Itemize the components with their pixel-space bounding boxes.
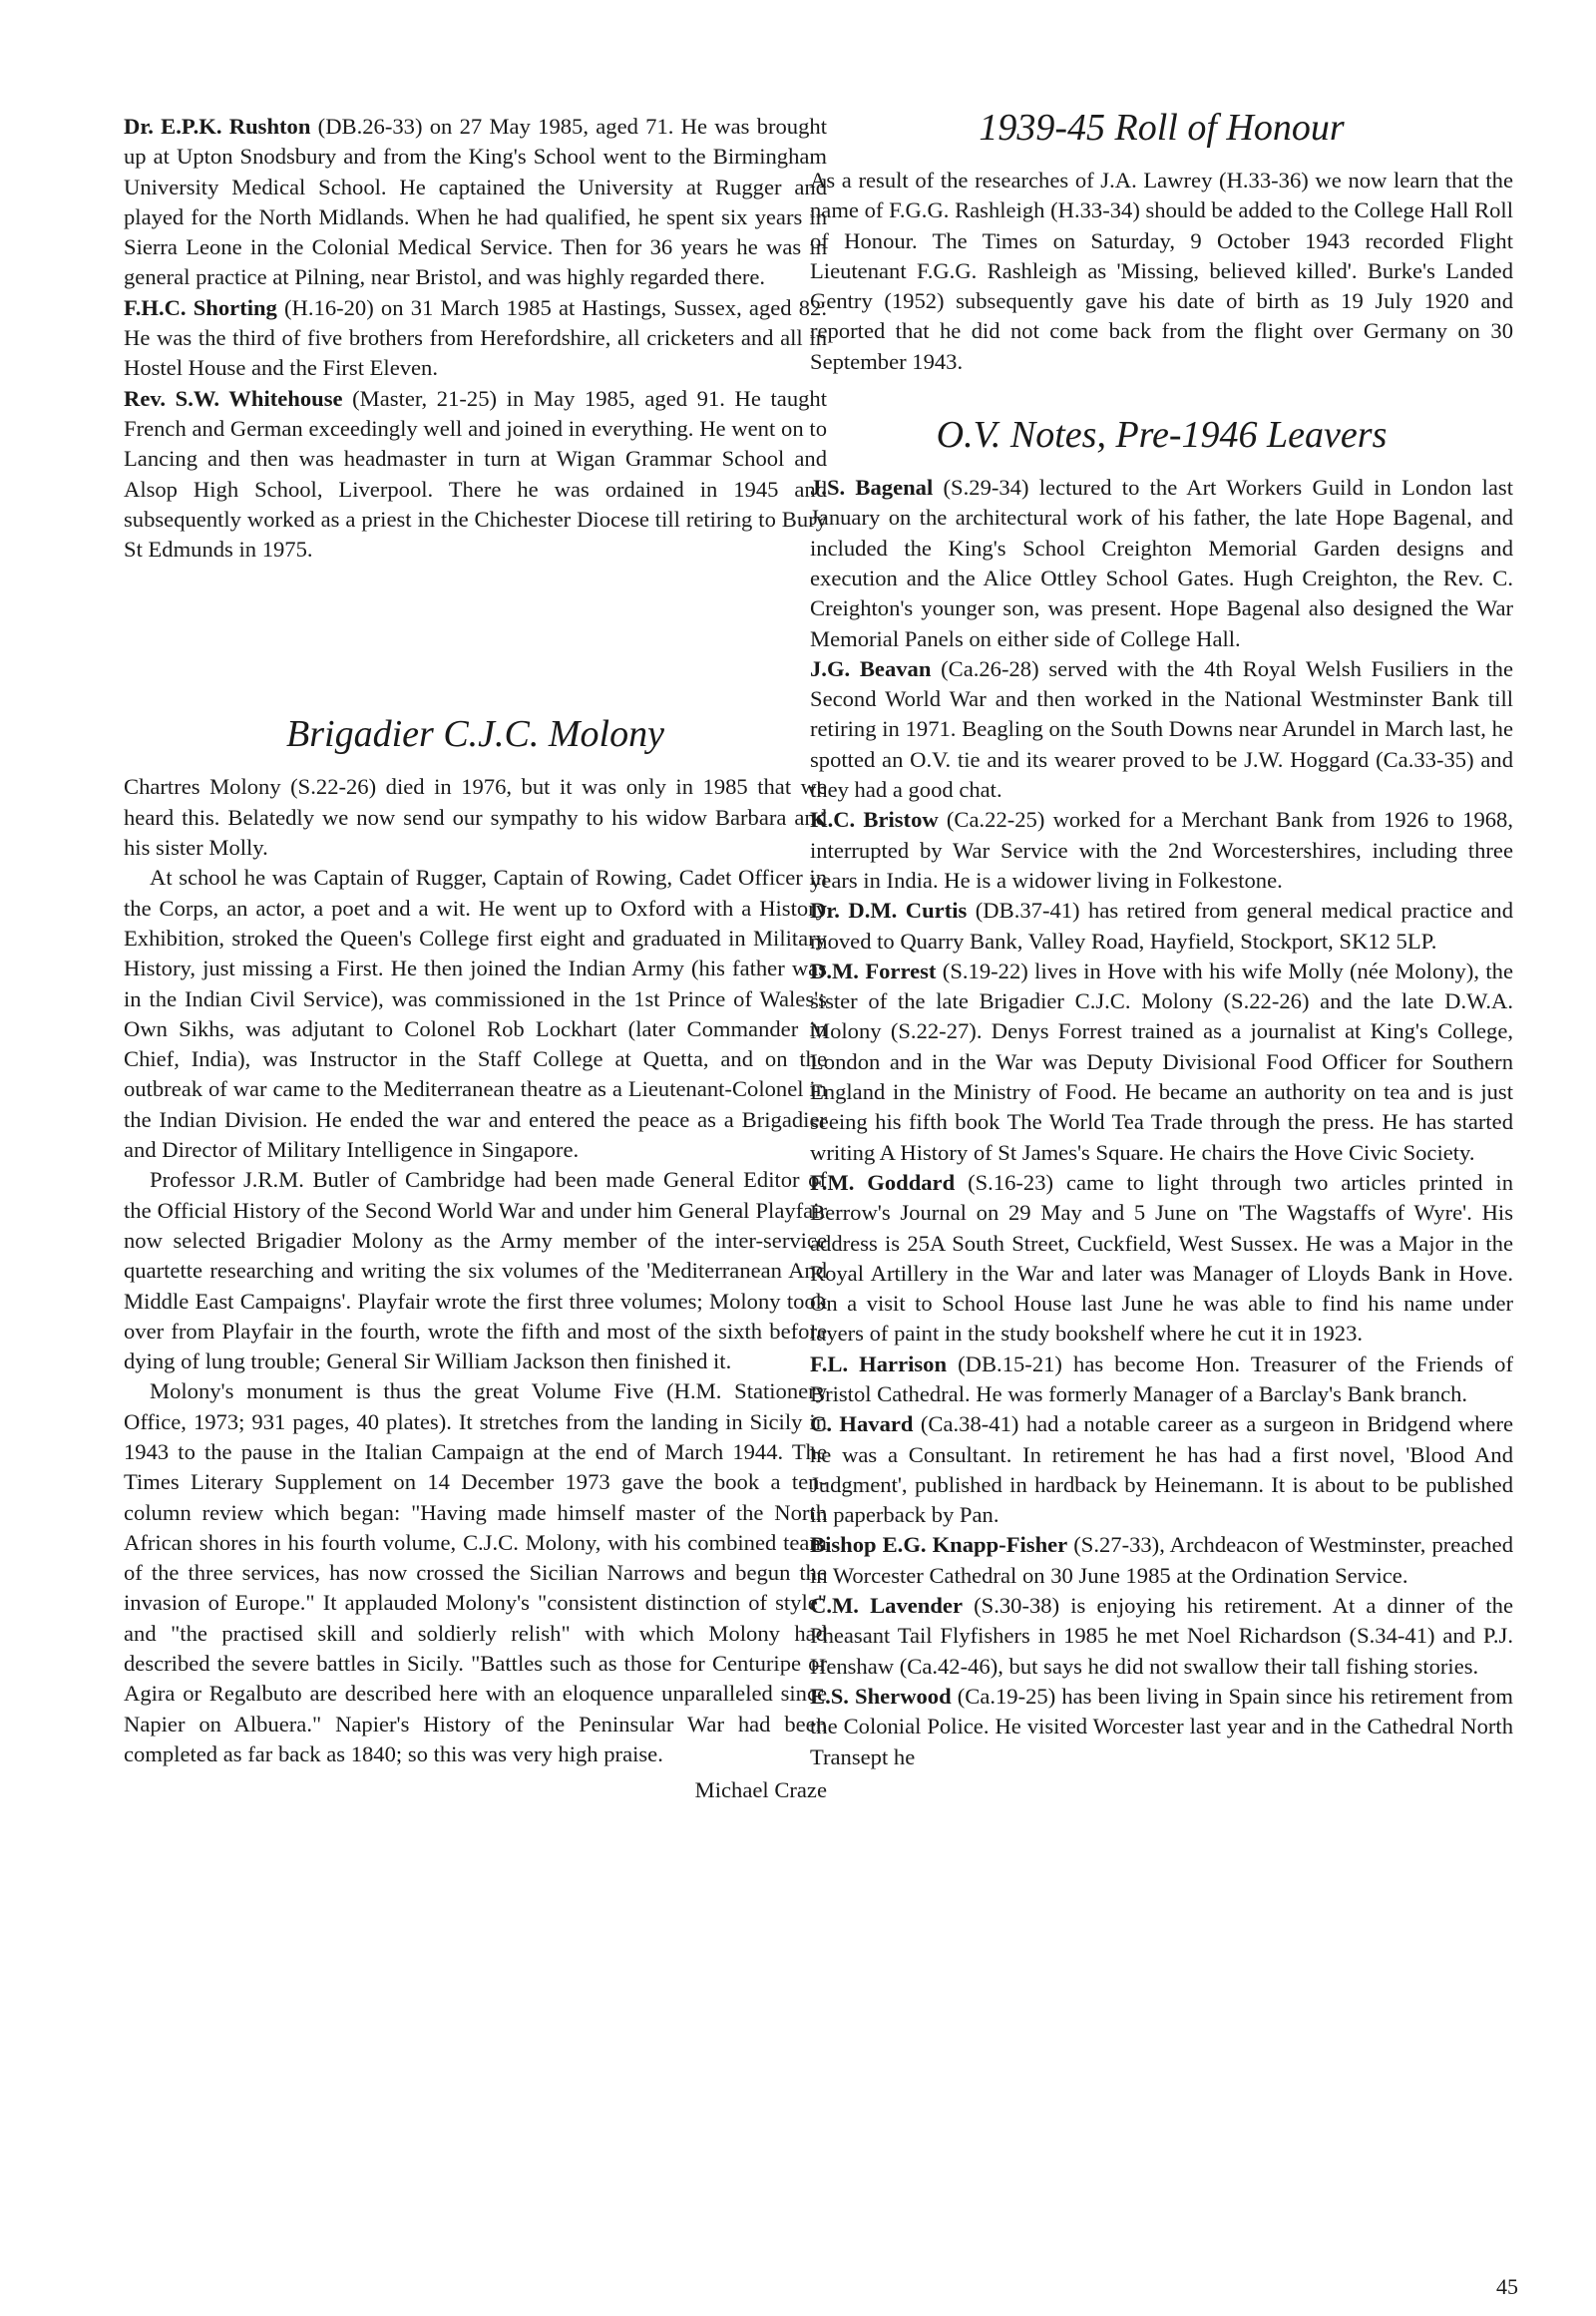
page-number: 45: [1496, 2274, 1518, 2299]
left-column: [124, 112, 827, 1806]
ov-note-text: (S.27-33), Archdeacon of Westminster, preached in Worcester Cathedral on 30 June 1985 at the Ordination Service.: [810, 1532, 1513, 1588]
obituary-name: F.H.C. Shorting: [124, 294, 277, 320]
ov-note-entry: [810, 1530, 1513, 1591]
ov-note-text: (DB.15-21) has become Hon. Treasurer of the Friends of Bristol Cathedral. He was formerly Manager of a Barclay's Bank branch.: [810, 1351, 1513, 1406]
ov-note-name: F.L. Harrison: [810, 1351, 948, 1376]
obituary-name: Rev. S.W. Whitehouse: [124, 385, 343, 411]
ov-note-name: J.S. Bagenal: [810, 475, 934, 501]
molony-paragraph: Professor J.R.M. Butler of Cambridge had been made General Editor of the Official History of the Second World War and under him General Playfair now selected Brigadier Molony as the Army member of the inter-service quartette researching and writing the six volumes of the 'Mediterranean And Middle East Campaigns'. Playfair wrote the first three volumes; Molony took over from Playfair in the fourth, wrote the fifth and most of the sixth before dying of lung trouble; General Sir William Jackson then finished it.: [124, 1167, 827, 1374]
obituary-entry: [124, 112, 827, 293]
obituary-text: (H.16-20) on 31 March 1985 at Hastings, Sussex, aged 82. He was the third of five brothers from Herefordshire, all cricketers and all in Hostel House and the First Eleven.: [124, 294, 827, 381]
molony-paragraph: At school he was Captain of Rugger, Captain of Rowing, Cadet Officer in the Corps, an actor, a poet and a wit. He went up to Oxford with a History Exhibition, stroked the Queen's College first eight and graduated in Military History, just missing a First. He then joined the Indian Army (his father was in the Indian Civil Service), was commissioned in the 1st Prince of Wales's Own Sikhs, was adjutant to Colonel Rob Lockhart (later Commander in Chief, India), was Instructor in the Staff College at Quetta, and on the outbreak of war came to the Mediterranean theatre as a Lieutenant-Colonel in the Indian Division. He ended the war and entered the peace as a Brigadier and Director of Military Intelligence in Singapore.: [124, 865, 827, 1163]
molony-heading: Brigadier C.J.C. Molony: [286, 713, 664, 756]
molony-paragraph: Chartres Molony (S.22-26) died in 1976, but it was only in 1985 that we heard this. Belatedly we now send our sympathy to his widow Barbara and his sister Molly.: [124, 774, 827, 861]
ov-note-name: F.M. Goddard: [810, 1169, 956, 1195]
ov-note-entry: [810, 1168, 1513, 1350]
ov-notes-heading: O.V. Notes, Pre-1946 Leavers: [936, 414, 1388, 457]
ov-note-entry: [810, 1682, 1513, 1772]
ov-note-text: (S.19-22) lives in Hove with his wife Molly (née Molony), the sister of the late Brigadier C.J.C. Molony (S.22-26) and the late D.W.A. Molony (S.22-27). Denys Forrest trained as a journalist at King's College, London and in the War was Deputy Divisional Food Officer for Southern England in the Ministry of Food. He became an authority on tea and is just seeing his fifth book The World Tea Trade through the press. He has started writing A History of St James's Square. He chairs the Hove Civic Society.: [810, 958, 1513, 1165]
ov-note-text: (Ca.26-28) served with the 4th Royal Welsh Fusiliers in the Second World War and then worked in the National Westminster Bank till retiring in 1971. Beagling on the South Downs near Arundel in March last, he spotted an O.V. tie and its wearer proved to be J.W. Hoggard (Ca.33-35) and they had a good chat.: [810, 655, 1513, 803]
ov-note-text: (DB.37-41) has retired from general medical practice and moved to Quarry Bank, Valley Road, Hayfield, Stockport, SK12 5LP.: [810, 898, 1513, 954]
ov-note-name: K.C. Bristow: [810, 807, 939, 833]
article-signature: Michael Craze: [694, 1777, 827, 1803]
ov-note-entry: [810, 1350, 1513, 1410]
obituary-entry: [124, 293, 827, 384]
ov-note-entry: [810, 1409, 1513, 1530]
obituary-text: (DB.26-33) on 27 May 1985, aged 71. He was brought up at Upton Snodsbury and from the King's School went to the Birmingham University Medical School. He captained the University at Rugger and played for the North Midlands. When he had qualified, he spent six years in Sierra Leone in the Colonial Medical Service. Then for 36 years he was in general practice at Pilning, near Bristol, and was highly regarded there.: [124, 114, 827, 290]
ov-note-text: (S.16-23) came to light through two articles printed in Berrow's Journal on 29 May and 5 June on 'The Wagstaffs of Wyre'. His address is 25A South Street, Cuckfield, West Sussex. He was a Major in the Royal Artillery in the War and later was Manager of Lloyds Bank in Hove. On a visit to School House last June he was able to find his name under layers of paint in the study bookshelf where he cut it in 1923.: [810, 1169, 1513, 1347]
roll-of-honour-heading: 1939-45 Roll of Honour: [979, 107, 1345, 149]
ov-note-text: (S.30-38) is enjoying his retirement. At a dinner of the Pheasant Tail Flyfishers in 1985 he met Noel Richardson (S.34-41) and P.J. Henshaw (Ca.42-46), but says he did not swallow their tall fishing stories.: [810, 1593, 1514, 1679]
ov-note-text: (Ca.22-25) worked for a Merchant Bank from 1926 to 1968, interrupted by War Service with the 2nd Worcestershires, including three years in India. He is a widower living in Folkestone.: [810, 807, 1513, 893]
ov-note-text: (S.29-34) lectured to the Art Workers Guild in London last January on the architectural work of his father, the late Hope Bagenal, and included the King's School Creighton Memorial Garden designs and execution and the Alice Ottley School Gates. Hugh Creighton, the Rev. C. Creighton's younger son, was present. Hope Bagenal also designed the War Memorial Panels on either side of College Hall.: [810, 475, 1514, 651]
obituary-name: Dr. E.P.K. Rushton: [124, 114, 311, 139]
ov-note-entry: [810, 473, 1513, 654]
ov-note-name: C.M. Lavender: [810, 1593, 963, 1619]
ov-note-name: C. Havard: [810, 1411, 914, 1437]
obituary-text: (Master, 21-25) in May 1985, aged 91. He taught French and German exceedingly well and joined in everything. He went on to Lancing and then was headmaster in turn at Wigan Grammar School and Alsop High School, Liverpool. There he was ordained in 1945 and subsequently worked as a priest in the Chichester Diocese till retiring to Bury St Edmunds in 1975.: [124, 385, 827, 563]
ov-note-entry: [810, 654, 1513, 805]
ov-note-text: (Ca.19-25) has been living in Spain since his retirement from the Colonial Police. He visited Worcester last year and in the Cathedral North Transept he: [810, 1683, 1513, 1769]
ov-note-entry: [810, 896, 1513, 957]
ov-note-entry: [810, 805, 1513, 896]
ov-note-entry: [810, 957, 1513, 1168]
ov-note-name: Bishop E.G. Knapp-Fisher: [810, 1532, 1068, 1558]
ov-note-text: (Ca.38-41) had a notable career as a surgeon in Bridgend where he was a Consultant. In retirement he has had a first novel, 'Blood And Judgment', published in hardback by Heinemann. It is about to be published in paperback by Pan.: [810, 1411, 1513, 1528]
ov-note-name: D.M. Forrest: [810, 958, 937, 983]
ov-note-name: Dr. D.M. Curtis: [810, 898, 968, 924]
ov-note-entry: [810, 1591, 1513, 1682]
obituary-entry: [124, 384, 827, 566]
roll-of-honour-text: As a result of the researches of J.A. Lawrey (H.33-36) we now learn that the name of F.G.G. Rashleigh (H.33-34) should be added to the College Hall Roll of Honour. The Times on Saturday, 9 October 1943 recorded Flight Lieutenant F.G.G. Rashleigh as 'Missing, believed killed'. Burke's Landed Gentry (1952) subsequently gave his date of birth as 19 July 1920 and reported that he did not come back from the flight over Germany on 30 September 1943.: [810, 168, 1513, 374]
ov-note-name: J.G. Beavan: [810, 655, 932, 681]
right-column: [810, 107, 1514, 1772]
molony-paragraph: Molony's monument is thus the great Volume Five (H.M. Stationery Office, 1973; 931 pages, 40 plates). It stretches from the landing in Sicily in 1943 to the pause in the Italian Campaign at the end of March 1944. The Times Literary Supplement on 14 December 1973 gave the book a ten-column review which began: "Having made himself master of the North African shores in his fourth volume, C.J.C. Molony, with his combined team of the three services, has now crossed the Sicilian Narrows and begun the invasion of Europe." It applauded Molony's "consistent distinction of style" and "the practised skill and soldierly relish" with which Molony had described the severe battles in Sicily. "Battles such as those for Centuripe or Agira or Regalbuto are described here with an eloquence unparalleled since Napier on Albuera." Napier's History of the Peninsular War had been completed as far back as 1840; so this was very high praise.: [124, 1378, 827, 1766]
ov-note-name: E.S. Sherwood: [810, 1683, 952, 1709]
